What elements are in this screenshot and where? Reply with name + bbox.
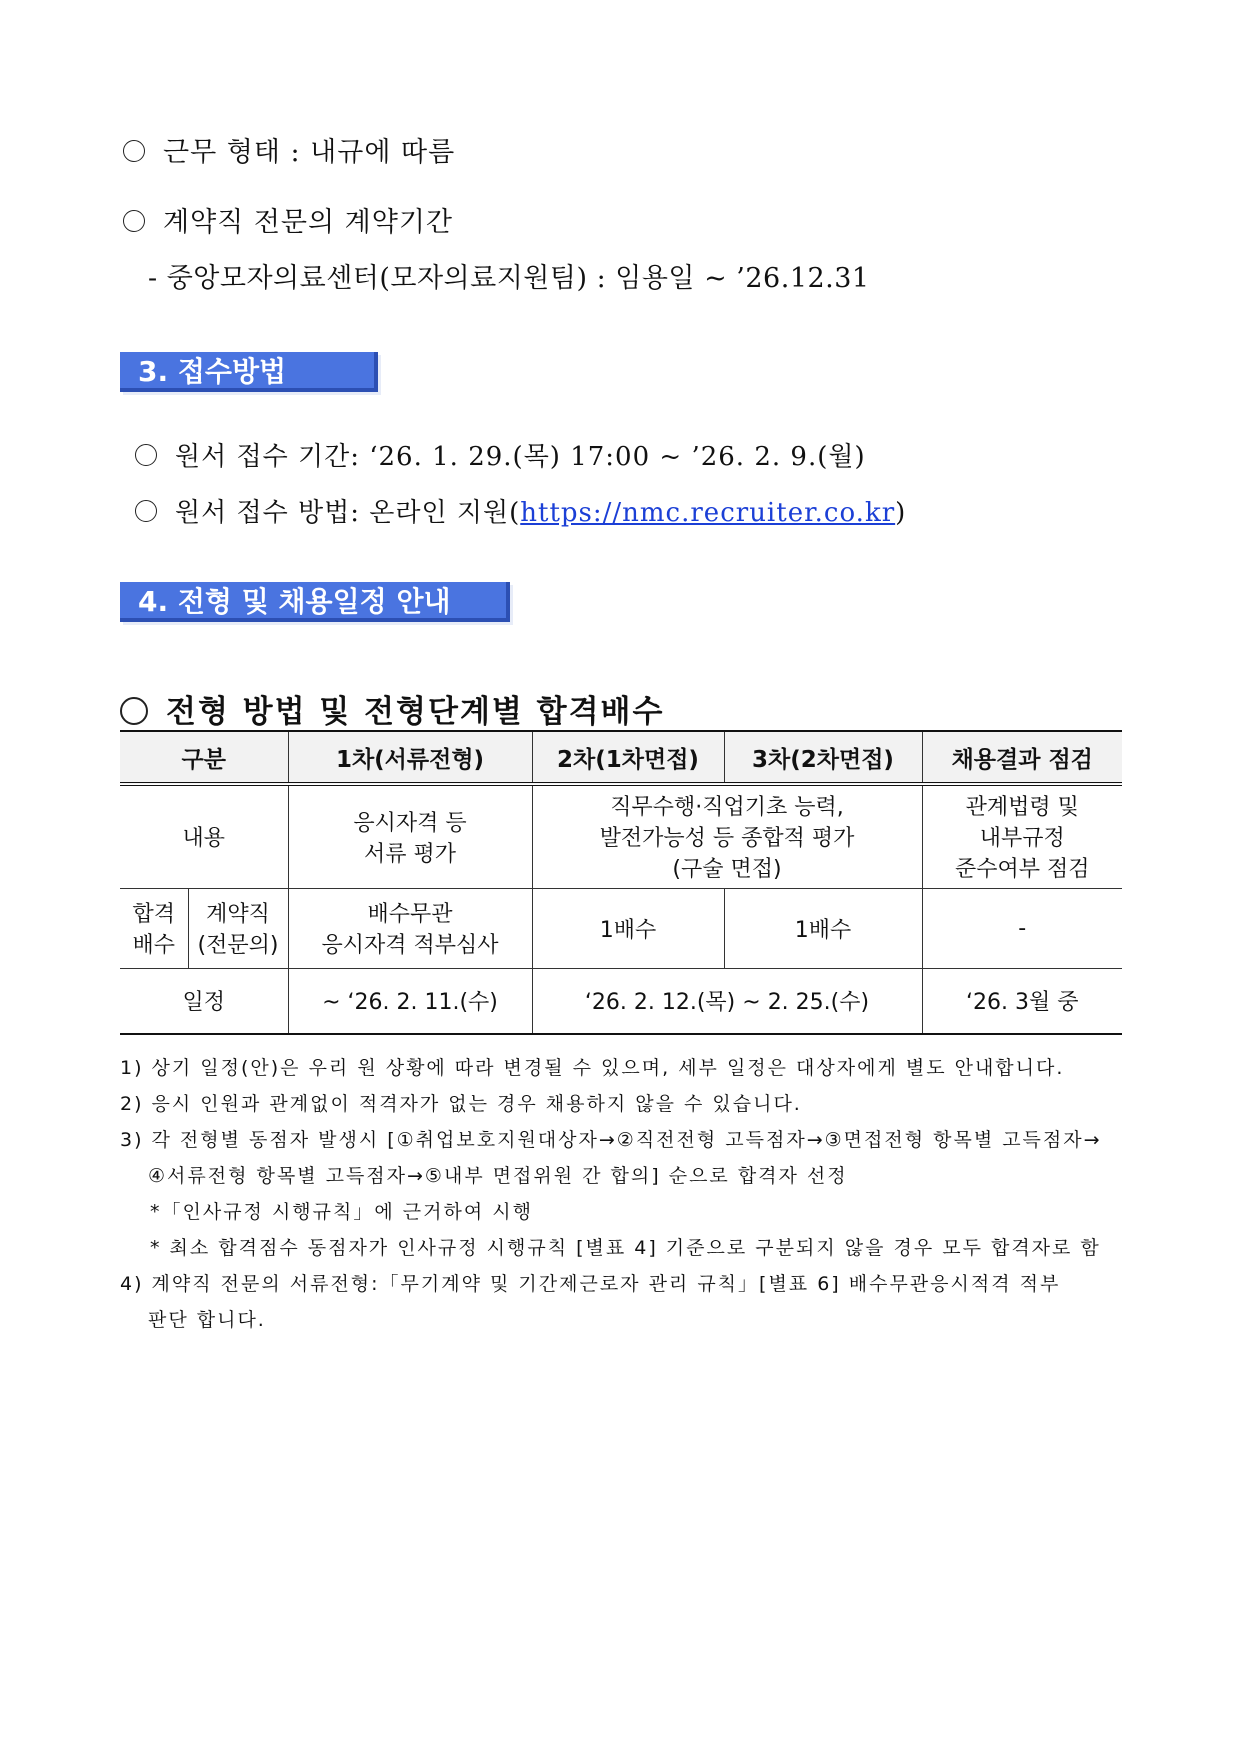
contract-title-text: 계약직 전문의 계약기간 (163, 207, 453, 238)
application-method-suffix: ) (895, 498, 907, 528)
table-row-content (120, 784, 1122, 888)
row-multiple-sublabel (188, 888, 288, 968)
multiple-stage1-line: 배수무관 (367, 902, 453, 927)
section3-heading: 3. 접수방법 (120, 352, 378, 392)
content-stage23-line: 직무수행·직업기초 능력, (610, 795, 844, 821)
header-result-check: 채용결과 점검 (922, 731, 1122, 784)
content-stage23-line: 발전가능성 등 종합적 평가 (599, 826, 855, 852)
schedule-check: ‘26. 3월 중 (922, 968, 1122, 1034)
content-check-line: 내부규정 (979, 826, 1065, 852)
header-stage2: 2차(1차면접) (532, 731, 724, 784)
content-stage1 (288, 784, 532, 888)
circle-bullet-icon (135, 444, 157, 466)
schedule-stage23: ‘26. 2. 12.(목) ~ 2. 25.(수) (532, 968, 922, 1034)
circle-bullet-icon (120, 697, 148, 725)
multiple-stage1-line: 응시자격 적부심사 (321, 933, 499, 958)
content-stage23-line: (구술 면접) (672, 857, 782, 883)
application-method (135, 492, 906, 529)
work-type-line (123, 130, 455, 169)
multiple-stage2: 1배수 (532, 888, 724, 968)
schedule-table (120, 730, 1122, 1035)
note-item: ④서류전형 항목별 고득점자→⑤내부 면접위원 간 합의] 순으로 합격자 선정 (148, 1165, 848, 1187)
multiple-stage3: 1배수 (724, 888, 922, 968)
application-method-text: 원서 접수 방법: 온라인 지원( (175, 498, 521, 528)
selection-subtitle-text: 전형 방법 및 전형단계별 합격배수 (166, 694, 665, 730)
recruiter-link[interactable]: https://nmc.recruiter.co.kr (520, 498, 896, 528)
table-row-schedule (120, 968, 1122, 1034)
section4-heading: 4. 전형 및 채용일정 안내 (120, 582, 510, 622)
row-schedule-label: 일정 (120, 968, 288, 1034)
multiple-check: - (922, 888, 1122, 968)
application-period (135, 436, 866, 473)
content-check-line: 관계법령 및 (965, 795, 1079, 821)
note-item: 3) 각 전형별 동점자 발생시 [①취업보호지원대상자→②직전전형 고득점자→③면접전형 항목별 고득점자→ (120, 1129, 1102, 1151)
multiple-sublabel-line: (전문의) (197, 933, 279, 958)
multiple-stage1 (288, 888, 532, 968)
application-period-text: 원서 접수 기간: ‘26. 1. 29.(목) 17:00 ~ ’26. 2. 9.(월) (175, 442, 866, 472)
row-multiple-label (120, 888, 188, 968)
contract-title-line (123, 200, 453, 239)
multiple-label-line: 배수 (132, 933, 175, 958)
circle-bullet-icon (135, 500, 157, 522)
multiple-label-line: 합격 (132, 902, 175, 927)
circle-bullet-icon (123, 140, 145, 162)
note-item: 1) 상기 일정(안)은 우리 원 상황에 따라 변경될 수 있으며, 세부 일정은 대상자에게 별도 안내합니다. (120, 1057, 1065, 1079)
note-item: 판단 합니다. (148, 1309, 266, 1331)
row-content-label: 내용 (120, 784, 288, 888)
header-stage3: 3차(2차면접) (724, 731, 922, 784)
note-item: * 최소 합격점수 동점자가 인사규정 시행규칙 [별표 4] 기준으로 구분되지 않을 경우 모두 합격자로 함 (150, 1237, 1101, 1259)
notes-list (120, 1050, 1130, 1338)
circle-bullet-icon (123, 210, 145, 232)
content-stage1-line: 응시자격 등 (353, 810, 467, 836)
multiple-sublabel-line: 계약직 (206, 902, 270, 927)
content-stage23 (532, 784, 922, 888)
schedule-stage1: ~ ‘26. 2. 11.(수) (288, 968, 532, 1034)
header-category: 구분 (120, 731, 288, 784)
note-item: 2) 응시 인원과 관계없이 적격자가 없는 경우 채용하지 않을 수 있습니다. (120, 1093, 802, 1115)
contract-detail: - 중앙모자의료센터(모자의료지원팀) : 임용일 ~ ’26.12.31 (148, 263, 870, 294)
note-item: 4) 계약직 전문의 서류전형:「무기계약 및 기간제근로자 관리 규칙」[별표 6] 배수무관응시적격 적부 (120, 1273, 1061, 1295)
header-stage1: 1차(서류전형) (288, 731, 532, 784)
selection-subtitle (120, 686, 664, 731)
content-stage1-line: 서류 평가 (363, 841, 456, 867)
content-check-line: 준수여부 점검 (954, 857, 1090, 883)
table-header-row (120, 731, 1122, 784)
work-type-text: 근무 형태 : 내규에 따름 (163, 137, 456, 168)
content-check (922, 784, 1122, 888)
table-row-multiple (120, 888, 1122, 968)
note-item: *「인사규정 시행규칙」에 근거하여 시행 (150, 1201, 533, 1223)
